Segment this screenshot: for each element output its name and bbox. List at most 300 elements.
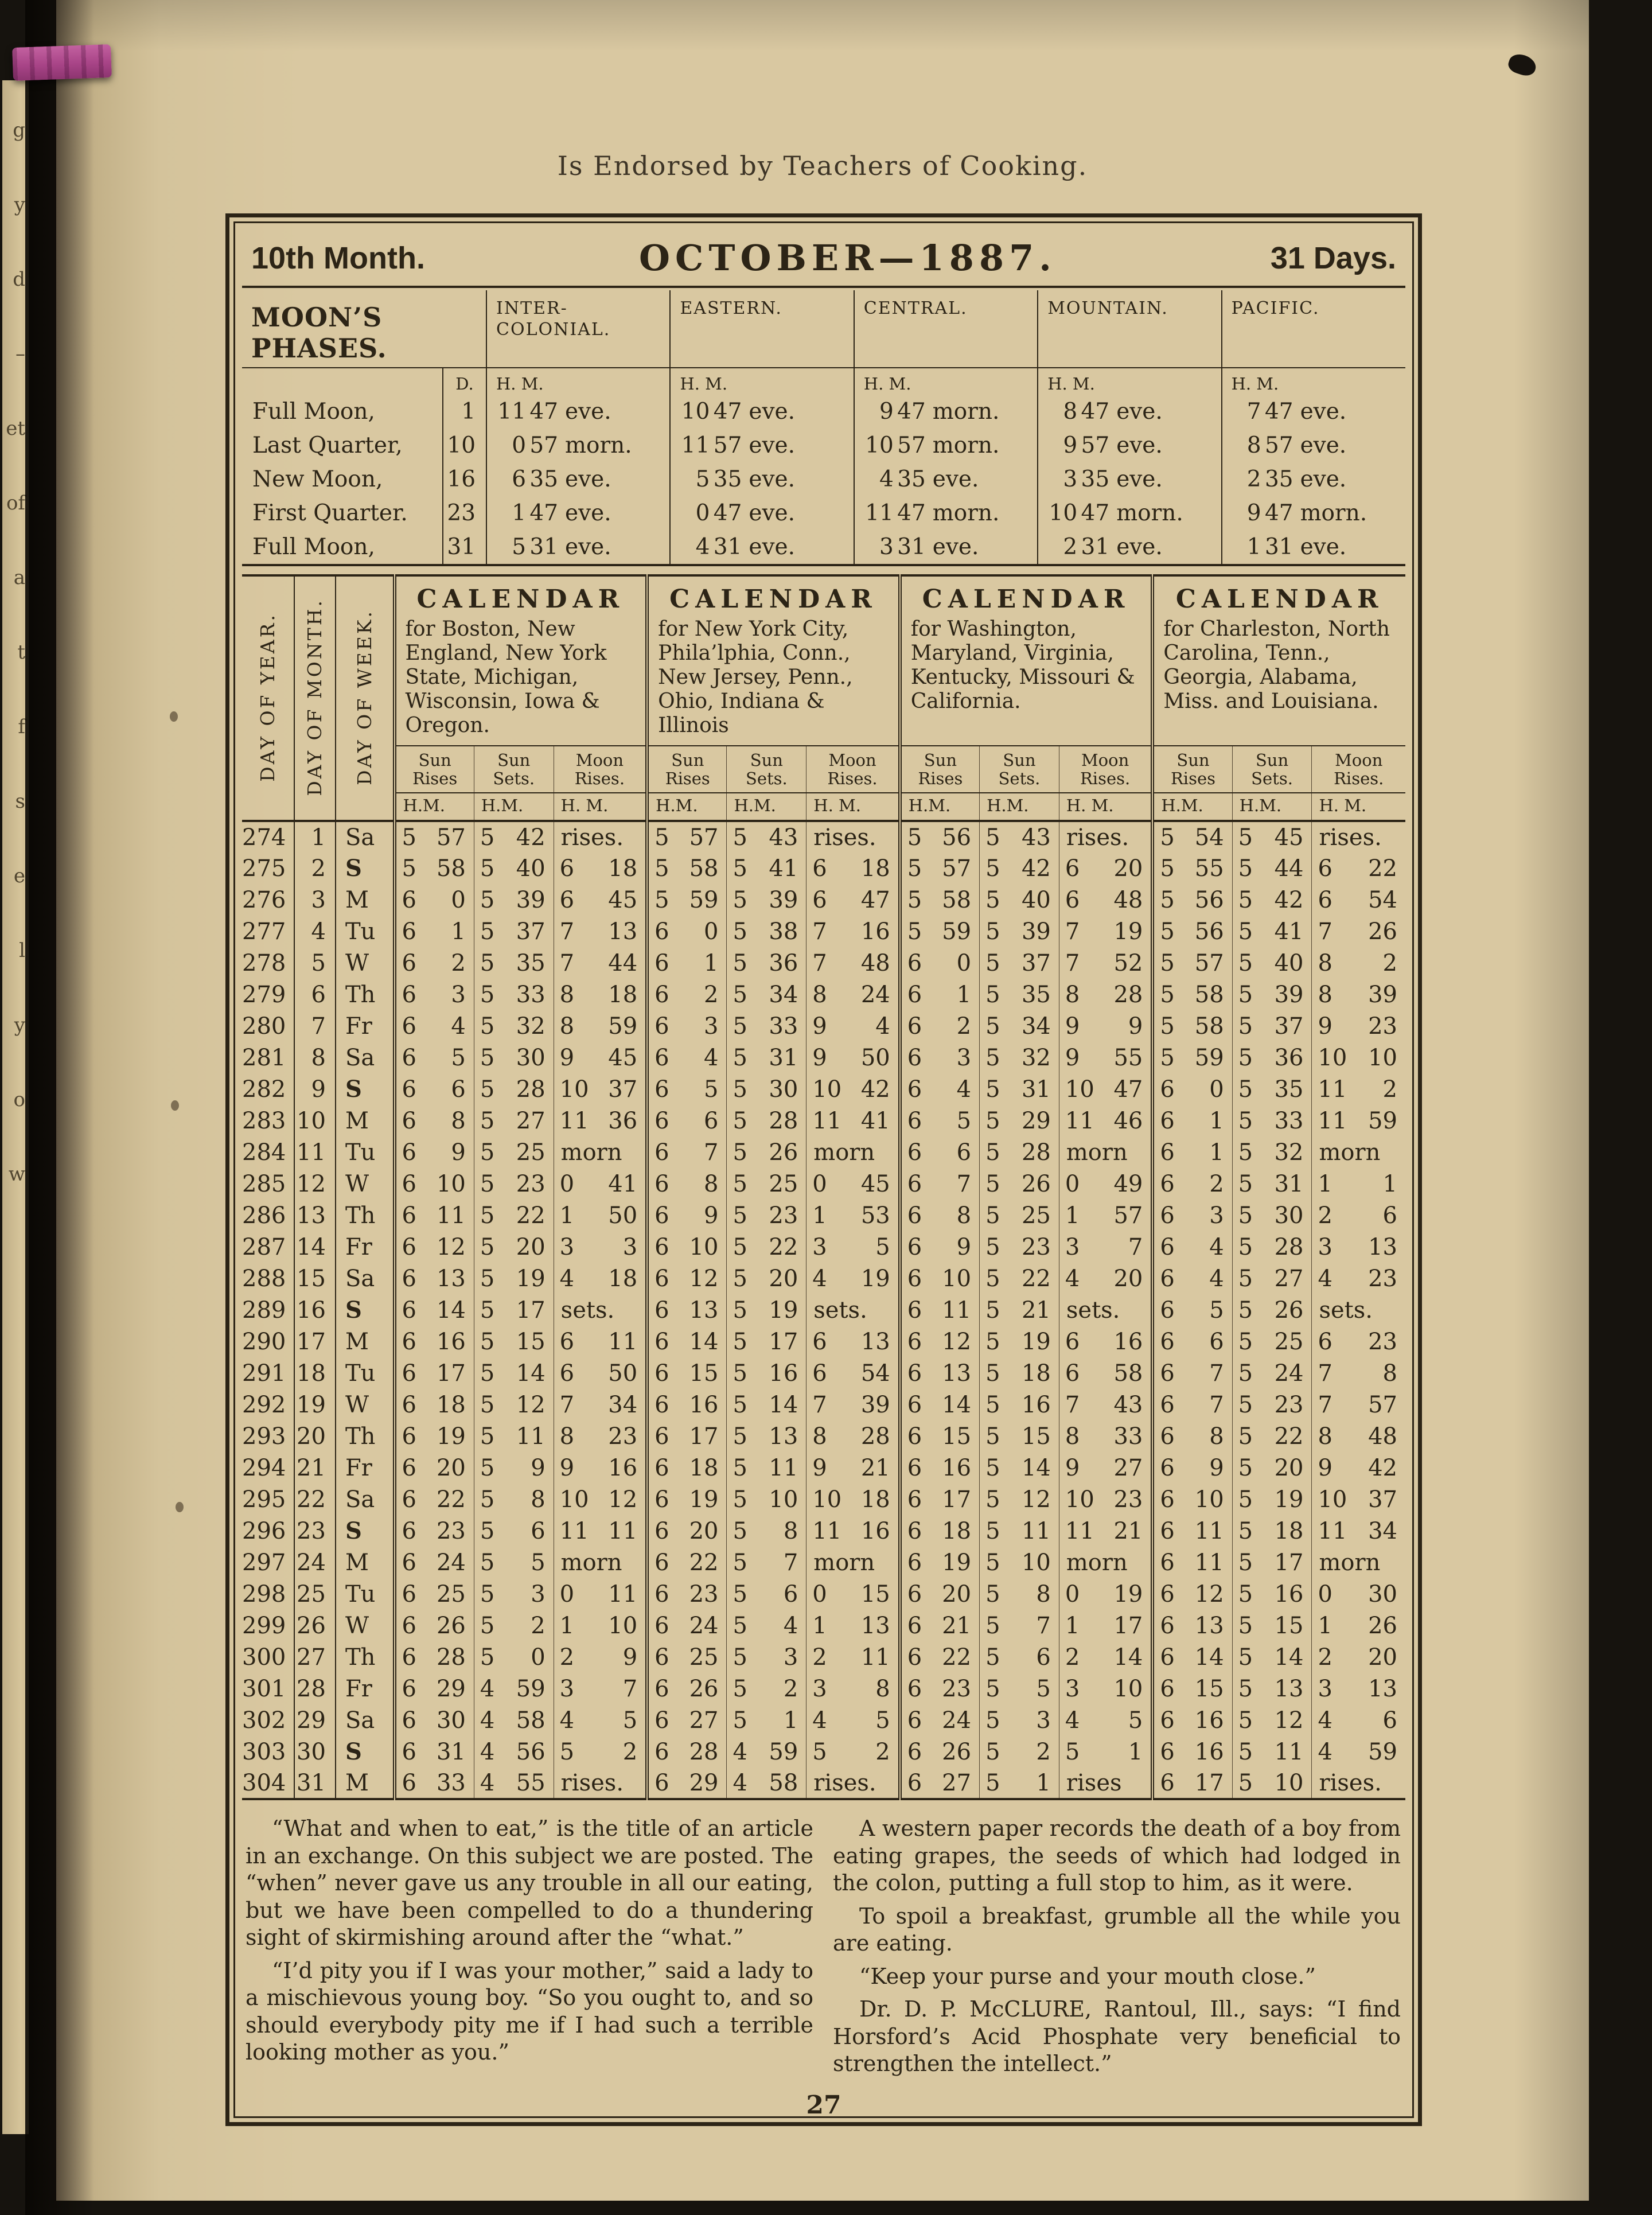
- time-cell: 7 52: [1059, 947, 1152, 979]
- time-cell: 10 10: [1312, 1042, 1405, 1073]
- day-of-month: 27: [294, 1641, 336, 1673]
- time-cell: 6 10: [900, 1263, 980, 1294]
- time-cell: 5 37: [980, 947, 1059, 979]
- time-cell: 5 10: [1232, 1768, 1312, 1799]
- day-of-week: Th: [336, 1200, 395, 1231]
- day-of-week: Th: [336, 1420, 395, 1452]
- hm-label: H.M.: [647, 793, 727, 821]
- time-cell: 5 23: [1232, 1389, 1312, 1420]
- day-of-month: 12: [294, 1168, 336, 1200]
- calendar-day-row: [242, 1704, 1405, 1736]
- time-cell: 4 59: [727, 1736, 806, 1768]
- day-of-year: 278: [242, 949, 286, 976]
- moon-phase-time: 4 35 eve.: [854, 462, 1038, 496]
- moon-phase-time: 2 31 eve.: [1038, 530, 1221, 565]
- calendar-day-row: [242, 1357, 1405, 1389]
- time-cell: 5 33: [474, 979, 554, 1010]
- time-cell: 1 26: [1312, 1610, 1405, 1641]
- day-of-week: Sa: [336, 821, 395, 852]
- time-cell: 5 13: [1232, 1673, 1312, 1704]
- time-cell: 5 32: [1232, 1136, 1312, 1168]
- time-cell: 5 56: [1152, 916, 1232, 947]
- day-of-month: 5: [294, 947, 336, 979]
- time-cell: 6 11: [900, 1294, 980, 1326]
- time-cell: 7 19: [1059, 916, 1152, 947]
- time-cell: 6 50: [554, 1357, 647, 1389]
- day-of-week: Fr: [336, 1231, 395, 1263]
- paper-speck: [176, 1502, 184, 1512]
- calendar-group-boston: [395, 575, 648, 746]
- time-cell: 6 13: [395, 1263, 474, 1294]
- moon-phase-row: [242, 530, 1405, 565]
- time-cell: 6 20: [1059, 852, 1152, 884]
- time-cell: rises.: [806, 821, 900, 852]
- time-cell: 5 8: [980, 1578, 1059, 1610]
- column-header: Moon Rises.: [806, 746, 900, 793]
- calendar-day-row: [242, 1168, 1405, 1200]
- time-cell: 6 24: [647, 1610, 727, 1641]
- time-cell: 7 34: [554, 1389, 647, 1420]
- time-cell: 6 24: [900, 1704, 980, 1736]
- time-cell: 5 11: [474, 1420, 554, 1452]
- time-cell: 6 25: [395, 1578, 474, 1610]
- notes-right: [833, 1815, 1401, 2084]
- moon-phase-time: 1 47 eve.: [486, 496, 670, 530]
- time-cell: 5 6: [980, 1641, 1059, 1673]
- time-cell: 5 37: [474, 916, 554, 947]
- time-cell: 6 2: [647, 979, 727, 1010]
- time-cell: 6 13: [1152, 1610, 1232, 1641]
- time-cell: 5 42: [1232, 884, 1312, 916]
- time-cell: sets.: [1059, 1294, 1152, 1326]
- time-cell: 5 14: [980, 1452, 1059, 1484]
- time-cell: 3 8: [806, 1673, 900, 1704]
- moon-phase-time: 10 57 morn.: [854, 429, 1038, 462]
- calendar-rows: [242, 821, 1405, 1799]
- time-cell: 6 21: [900, 1610, 980, 1641]
- text-fragment: of: [6, 492, 25, 515]
- time-cell: 5 22: [980, 1263, 1059, 1294]
- time-cell: 10 23: [1059, 1484, 1152, 1515]
- calendar-day-row: [242, 1263, 1405, 1294]
- axis-day-of-year: DAY OF YEAR.: [242, 575, 294, 821]
- time-cell: 5 13: [727, 1420, 806, 1452]
- day-of-month: 15: [294, 1263, 336, 1294]
- time-cell: 6 9: [900, 1231, 980, 1263]
- day-of-year: 293: [242, 1423, 286, 1450]
- time-cell: 6 2: [1152, 1168, 1232, 1200]
- almanac-page: [56, 0, 1589, 2201]
- day-of-year: 295: [242, 1486, 286, 1513]
- time-cell: 5 3: [980, 1704, 1059, 1736]
- day-of-month: 24: [294, 1547, 336, 1578]
- time-cell: 5 16: [980, 1389, 1059, 1420]
- moon-phase-time: 5 35 eve.: [670, 462, 854, 496]
- time-cell: 9 27: [1059, 1452, 1152, 1484]
- time-cell: sets.: [1312, 1294, 1405, 1326]
- time-cell: 5 30: [474, 1042, 554, 1073]
- calendar-group-washington: [900, 575, 1153, 746]
- day-of-month: 20: [294, 1420, 336, 1452]
- time-cell: 11 11: [554, 1515, 647, 1547]
- day-of-month: 23: [294, 1515, 336, 1547]
- time-cell: 6 16: [900, 1452, 980, 1484]
- day-of-year: 274: [242, 824, 286, 851]
- text-fragment: s: [15, 790, 25, 813]
- calendar-group-description: for Boston, New England, New York State, Michigan, Wisconsin, Iowa & Oregon.: [405, 617, 607, 738]
- column-header: Sun Sets.: [727, 746, 806, 793]
- calendar-day-row: [242, 1610, 1405, 1641]
- moon-phase-name: New Moon,: [252, 466, 383, 492]
- day-of-year: 275: [242, 855, 286, 882]
- time-cell: 7 44: [554, 947, 647, 979]
- time-cell: 5 26: [727, 1136, 806, 1168]
- time-cell: 6 45: [554, 884, 647, 916]
- time-cell: 5 17: [1232, 1547, 1312, 1578]
- time-cell: 6 9: [395, 1136, 474, 1168]
- time-cell: 6 4: [395, 1010, 474, 1042]
- time-cell: 10 37: [554, 1073, 647, 1105]
- time-cell: morn: [806, 1547, 900, 1578]
- text-fragment: w: [8, 1163, 25, 1186]
- day-of-year: 289: [242, 1297, 286, 1323]
- day-column-label: D.: [443, 368, 486, 395]
- moon-phase-name: Last Quarter,: [252, 433, 403, 458]
- time-cell: 4 18: [554, 1263, 647, 1294]
- time-cell: 6 22: [647, 1547, 727, 1578]
- day-of-month: 4: [294, 916, 336, 947]
- time-cell: 5 3: [727, 1641, 806, 1673]
- time-cell: 5 16: [727, 1357, 806, 1389]
- time-cell: 1 53: [806, 1200, 900, 1231]
- hm-label: H. M.: [1312, 793, 1405, 821]
- time-cell: 6 19: [647, 1484, 727, 1515]
- time-cell: 5 58: [395, 852, 474, 884]
- day-of-week: W: [336, 1610, 395, 1641]
- moon-phases-table: [242, 290, 1405, 566]
- calendar-group-title: CALENDAR: [1175, 585, 1384, 614]
- note-paragraph: Dr. D. P. McCLURE, Rantoul, Ill., says: “I find Horsford’s Acid Phosphate very beneficial to strengthen the intellect.”: [833, 1996, 1401, 2077]
- day-of-year: 292: [242, 1391, 286, 1418]
- time-cell: 9 23: [1312, 1010, 1405, 1042]
- time-cell: 4 5: [1059, 1704, 1152, 1736]
- calendar-day-row: [242, 1105, 1405, 1136]
- calendar-day-row: [242, 884, 1405, 916]
- calendar-day-row: [242, 1326, 1405, 1357]
- time-cell: 5 6: [727, 1578, 806, 1610]
- day-of-week: M: [336, 1105, 395, 1136]
- time-cell: 6 20: [647, 1515, 727, 1547]
- time-cell: 5 39: [474, 884, 554, 916]
- time-cell: 6 3: [1152, 1200, 1232, 1231]
- time-cell: 11 36: [554, 1105, 647, 1136]
- time-cell: 6 10: [395, 1168, 474, 1200]
- time-cell: 10 47: [1059, 1073, 1152, 1105]
- time-cell: 5 25: [980, 1200, 1059, 1231]
- time-cell: 5 19: [727, 1294, 806, 1326]
- time-cell: morn: [554, 1136, 647, 1168]
- time-cell: 5 31: [1232, 1168, 1312, 1200]
- time-cell: 5 30: [727, 1073, 806, 1105]
- time-cell: morn: [1312, 1547, 1405, 1578]
- time-cell: 5 12: [1232, 1704, 1312, 1736]
- timezone-header: CENTRAL.: [854, 290, 1038, 368]
- time-cell: 6 9: [1152, 1452, 1232, 1484]
- day-of-week: S: [336, 1515, 395, 1547]
- moon-phase-time: 3 35 eve.: [1038, 462, 1221, 496]
- time-cell: 6 14: [900, 1389, 980, 1420]
- time-cell: 11 2: [1312, 1073, 1405, 1105]
- time-cell: 6 4: [1152, 1263, 1232, 1294]
- time-cell: 6 3: [900, 1042, 980, 1073]
- moon-phase-time: 0 57 morn.: [486, 429, 670, 462]
- time-cell: 6 13: [900, 1357, 980, 1389]
- moon-phase-time: 7 47 eve.: [1222, 395, 1405, 429]
- time-cell: 5 42: [980, 852, 1059, 884]
- time-cell: 5 14: [727, 1389, 806, 1420]
- moon-phases-header-row: [242, 290, 1405, 368]
- time-cell: 11 21: [1059, 1515, 1152, 1547]
- time-cell: 5 17: [474, 1294, 554, 1326]
- time-cell: 11 34: [1312, 1515, 1405, 1547]
- time-cell: 4 59: [474, 1673, 554, 1704]
- hm-column-label: H. M.: [1222, 368, 1405, 395]
- moon-phase-row: [242, 429, 1405, 462]
- time-cell: 5 59: [1152, 1042, 1232, 1073]
- time-cell: 5 57: [395, 821, 474, 852]
- time-cell: 5 0: [474, 1641, 554, 1673]
- time-cell: 6 11: [554, 1326, 647, 1357]
- time-cell: 6 11: [1152, 1515, 1232, 1547]
- day-of-week: S: [336, 852, 395, 884]
- time-cell: 5 20: [1232, 1452, 1312, 1484]
- time-cell: 5 36: [1232, 1042, 1312, 1073]
- calendar-group-description: for New York City, Phila’lphia, Conn., New Jersey, Penn., Ohio, Indiana & Illinois: [658, 617, 853, 738]
- time-cell: 6 3: [395, 979, 474, 1010]
- time-cell: 6 1: [647, 947, 727, 979]
- time-cell: 5 30: [1232, 1200, 1312, 1231]
- time-cell: 6 10: [1152, 1484, 1232, 1515]
- time-cell: sets.: [806, 1294, 900, 1326]
- time-cell: 6 4: [647, 1042, 727, 1073]
- calendar-group-description: for Charleston, North Carolina, Tenn., Georgia, Alabama, Miss. and Louisiana.: [1163, 617, 1390, 714]
- time-cell: 5 33: [1232, 1105, 1312, 1136]
- time-cell: 6 8: [395, 1105, 474, 1136]
- time-cell: 6 16: [1152, 1736, 1232, 1768]
- time-cell: 5 21: [980, 1294, 1059, 1326]
- day-of-month: 26: [294, 1610, 336, 1641]
- time-cell: 4 55: [474, 1768, 554, 1799]
- time-cell: 6 0: [1152, 1073, 1232, 1105]
- day-of-week: Fr: [336, 1010, 395, 1042]
- time-cell: 6 12: [395, 1231, 474, 1263]
- column-header: Sun Rises: [900, 746, 980, 793]
- time-cell: 6 17: [900, 1484, 980, 1515]
- time-cell: 5 35: [1232, 1073, 1312, 1105]
- day-of-week: W: [336, 1389, 395, 1420]
- column-header: Sun Sets.: [474, 746, 554, 793]
- time-cell: 6 0: [900, 947, 980, 979]
- time-cell: 7 16: [806, 916, 900, 947]
- time-cell: 6 0: [395, 884, 474, 916]
- time-cell: 5 44: [1232, 852, 1312, 884]
- time-cell: 4 19: [806, 1263, 900, 1294]
- day-of-month: 11: [294, 1136, 336, 1168]
- time-cell: 6 14: [647, 1326, 727, 1357]
- hm-column-label: H. M.: [1038, 368, 1221, 395]
- hm-label: H.M.: [1232, 793, 1312, 821]
- bookmark-ribbon: [12, 44, 112, 81]
- time-cell: 5 23: [727, 1200, 806, 1231]
- column-header: Sun Sets.: [1232, 746, 1312, 793]
- moon-phase-day: 31: [443, 530, 486, 565]
- calendar-day-row: [242, 1736, 1405, 1768]
- time-cell: 1 50: [554, 1200, 647, 1231]
- page-frame-inner: [233, 221, 1414, 2118]
- time-cell: 8 28: [806, 1420, 900, 1452]
- ink-spot: [1506, 51, 1538, 78]
- time-cell: 5 43: [980, 821, 1059, 852]
- note-paragraph: To spoil a breakfast, grumble all the while you are eating.: [833, 1903, 1401, 1956]
- time-cell: 6 23: [1312, 1326, 1405, 1357]
- day-of-year: 290: [242, 1328, 286, 1355]
- day-of-month: 6: [294, 979, 336, 1010]
- time-cell: 8 24: [806, 979, 900, 1010]
- day-of-week: S: [336, 1736, 395, 1768]
- time-cell: 10 12: [554, 1484, 647, 1515]
- time-cell: 0 19: [1059, 1578, 1152, 1610]
- time-cell: 6 27: [647, 1704, 727, 1736]
- day-of-year: 281: [242, 1044, 286, 1071]
- time-cell: 4 5: [806, 1704, 900, 1736]
- time-cell: 5 8: [474, 1484, 554, 1515]
- time-cell: 6 14: [1152, 1641, 1232, 1673]
- day-of-week: Fr: [336, 1673, 395, 1704]
- time-cell: 6 12: [900, 1326, 980, 1357]
- time-cell: 5 36: [727, 947, 806, 979]
- bottom-notes: [242, 1800, 1405, 2084]
- time-cell: 5 56: [1152, 884, 1232, 916]
- time-cell: 4 5: [554, 1704, 647, 1736]
- calendar-group-title: CALENDAR: [669, 585, 878, 614]
- day-of-month: 9: [294, 1073, 336, 1105]
- moon-phase-day: 23: [443, 496, 486, 530]
- text-fragment: –: [15, 342, 25, 365]
- time-cell: 6 18: [806, 852, 900, 884]
- opposite-page-text-fragments: [2, 80, 29, 1184]
- moon-phase-time: 11 47 morn.: [854, 496, 1038, 530]
- text-fragment: e: [13, 865, 25, 887]
- time-cell: 6 4: [1152, 1231, 1232, 1263]
- calendar-day-row: [242, 1768, 1405, 1799]
- time-cell: 4 58: [474, 1704, 554, 1736]
- moon-phases-label-row: [242, 368, 1405, 395]
- time-cell: 5 39: [1232, 979, 1312, 1010]
- day-of-year: 303: [242, 1738, 286, 1765]
- calendar-day-row: [242, 852, 1405, 884]
- text-fragment: a: [13, 566, 25, 589]
- time-cell: 1 1: [1312, 1168, 1405, 1200]
- calendar-day-row: [242, 1073, 1405, 1105]
- day-of-week: M: [336, 884, 395, 916]
- column-header: Moon Rises.: [1312, 746, 1405, 793]
- text-fragment: f: [18, 715, 25, 738]
- time-cell: 6 5: [900, 1105, 980, 1136]
- time-cell: morn: [1059, 1547, 1152, 1578]
- time-cell: 5 25: [474, 1136, 554, 1168]
- time-cell: 5 19: [1232, 1484, 1312, 1515]
- calendar-day-row: [242, 1010, 1405, 1042]
- time-cell: 5 16: [1232, 1578, 1312, 1610]
- time-cell: morn: [554, 1547, 647, 1578]
- time-cell: 5 17: [727, 1326, 806, 1357]
- time-cell: 5 22: [474, 1200, 554, 1231]
- time-cell: 5 34: [980, 1010, 1059, 1042]
- time-cell: 5 58: [1152, 979, 1232, 1010]
- time-cell: 6 7: [900, 1168, 980, 1200]
- time-cell: 4 23: [1312, 1263, 1405, 1294]
- time-cell: 11 46: [1059, 1105, 1152, 1136]
- hm-label: H. M.: [806, 793, 900, 821]
- time-cell: 6 47: [806, 884, 900, 916]
- time-cell: 5 32: [980, 1042, 1059, 1073]
- moon-phase-time: 2 35 eve.: [1222, 462, 1405, 496]
- time-cell: 0 30: [1312, 1578, 1405, 1610]
- text-fragment: et: [6, 417, 25, 440]
- day-of-week: Sa: [336, 1263, 395, 1294]
- time-cell: 3 13: [1312, 1231, 1405, 1263]
- time-cell: 5 43: [727, 821, 806, 852]
- time-cell: 11 41: [806, 1105, 900, 1136]
- time-cell: 4 20: [1059, 1263, 1152, 1294]
- time-cell: 6 16: [1152, 1704, 1232, 1736]
- time-cell: 6 6: [395, 1073, 474, 1105]
- time-cell: 6 5: [1152, 1294, 1232, 1326]
- moon-phases-rows: [242, 395, 1405, 565]
- day-of-year: 304: [242, 1769, 286, 1796]
- time-cell: 5 15: [474, 1326, 554, 1357]
- time-cell: 5 59: [900, 916, 980, 947]
- day-of-year: 284: [242, 1139, 286, 1166]
- time-cell: 5 39: [727, 884, 806, 916]
- time-cell: 5 31: [980, 1073, 1059, 1105]
- day-of-month: 10: [294, 1105, 336, 1136]
- time-cell: 9 55: [1059, 1042, 1152, 1073]
- day-of-year: 294: [242, 1454, 286, 1481]
- time-cell: 5 5: [474, 1547, 554, 1578]
- day-of-week: Fr: [336, 1452, 395, 1484]
- days-count: 31 Days.: [1270, 240, 1396, 275]
- hm-label: H. M.: [554, 793, 647, 821]
- month-ordinal: 10th Month.: [251, 240, 425, 275]
- time-cell: 5 4: [727, 1610, 806, 1641]
- day-of-month: 8: [294, 1042, 336, 1073]
- day-of-month: 17: [294, 1326, 336, 1357]
- day-of-year: 280: [242, 1013, 286, 1040]
- running-head: Is Endorsed by Teachers of Cooking.: [557, 150, 1088, 181]
- day-of-month: 21: [294, 1452, 336, 1484]
- moon-phase-time: 10 47 morn.: [1038, 496, 1221, 530]
- time-cell: 5 10: [980, 1547, 1059, 1578]
- day-of-month: 19: [294, 1389, 336, 1420]
- time-cell: 6 1: [1152, 1136, 1232, 1168]
- time-cell: 5 2: [727, 1673, 806, 1704]
- time-cell: rises: [1059, 1768, 1152, 1799]
- time-cell: 6 18: [647, 1452, 727, 1484]
- time-cell: 9 50: [806, 1042, 900, 1073]
- time-cell: 2 6: [1312, 1200, 1405, 1231]
- time-cell: 6 54: [1312, 884, 1405, 916]
